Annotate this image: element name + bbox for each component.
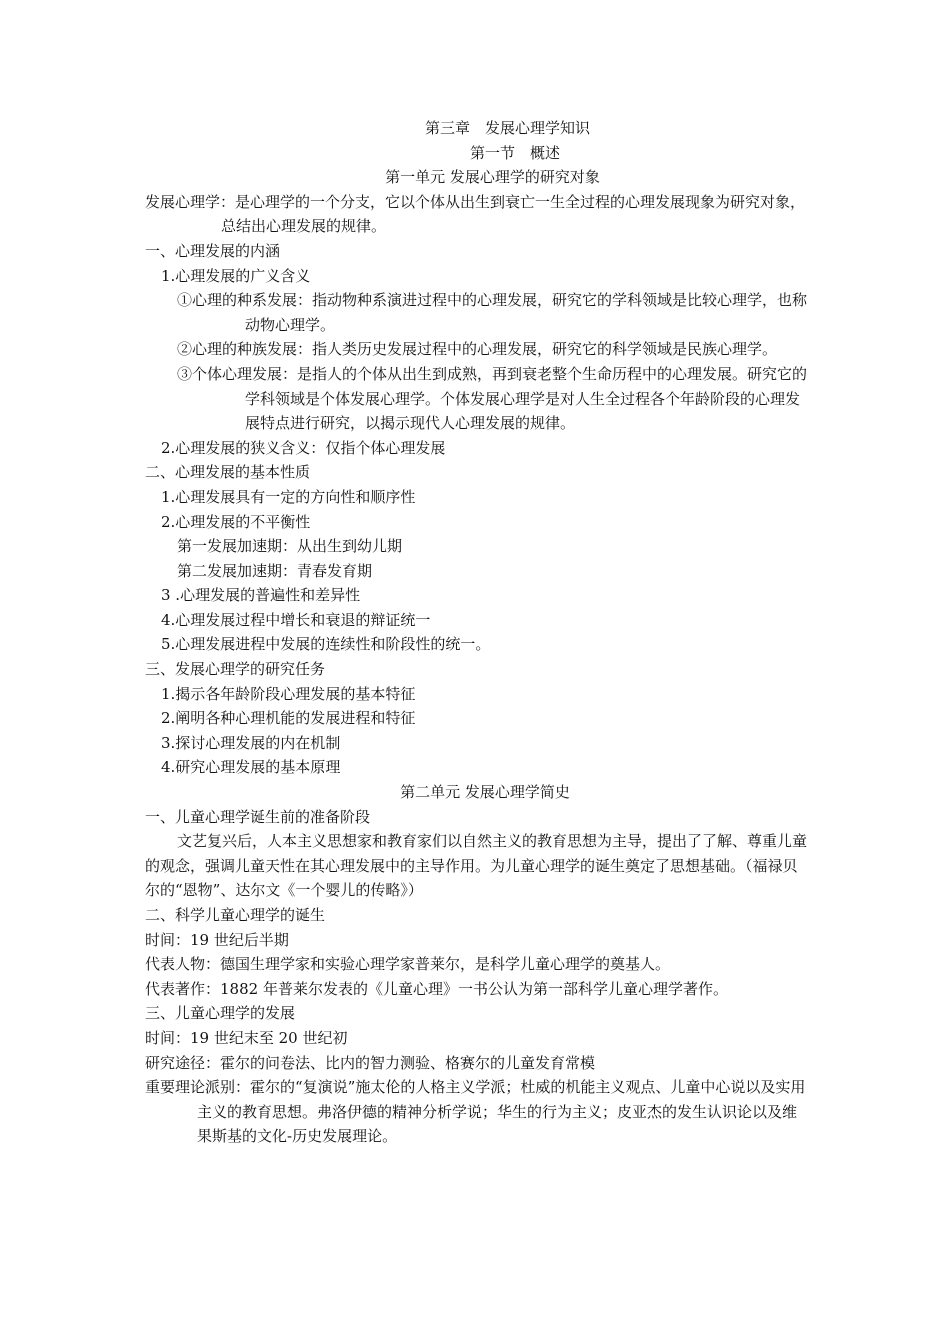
sub-item: 第一发展加速期：从出生到幼儿期 — [177, 537, 403, 556]
history-part1-heading: 一、儿童心理学诞生前的准备阶段 — [145, 807, 371, 826]
part2-heading: 二、心理发展的基本性质 — [145, 463, 311, 482]
unit1-title: 第一单元 发展心理学的研究对象 — [385, 168, 600, 187]
list-item: 4.研究心理发展的基本原理 — [161, 758, 341, 777]
list-item: ②心理的种族发展：指人类历史发展过程中的心理发展，研究它的科学领域是民族心理学。 — [177, 340, 778, 359]
document-content — [145, 116, 810, 1149]
development-time: 时间：19 世纪末至 20 世纪初 — [145, 1028, 348, 1047]
list-item: 2.阐明各种心理机能的发展进程和特征 — [161, 709, 416, 728]
list-item: 5.心理发展进程中发展的连续性和阶段性的统一。 — [161, 635, 491, 654]
unit2-title: 第二单元 发展心理学简史 — [400, 783, 570, 802]
birth-person: 代表人物：德国生理学家和实验心理学家普莱尔，是科学儿童心理学的奠基人。 — [145, 955, 671, 974]
history-part3-heading: 三、儿童心理学的发展 — [145, 1004, 296, 1023]
list-item: 2.心理发展的不平衡性 — [161, 512, 311, 531]
part3-heading: 三、发展心理学的研究任务 — [145, 660, 326, 679]
list-item: 1.揭示各年龄阶段心理发展的基本特征 — [161, 684, 416, 703]
list-item: ①心理的种系发展：指动物种系演进过程中的心理发展，研究它的学科领域是比较心理学，也称动物心理学。 — [177, 291, 808, 334]
chapter-title: 第三章 发展心理学知识 — [424, 119, 590, 137]
definition-paragraph: 发展心理学：是心理学的一个分支，它以个体从出生到衰亡一生全过程的心理发展现象为研究对象，总结出心理发展的规律。 — [145, 192, 806, 236]
list-item: 1.心理发展具有一定的方向性和顺序性 — [161, 487, 416, 506]
section-title: 第一节 概述 — [469, 143, 560, 162]
part1-heading: 一、心理发展的内涵 — [145, 241, 281, 260]
sub-item: 第二发展加速期：青春发育期 — [177, 561, 373, 580]
list-item: 3.探讨心理发展的内在机制 — [161, 733, 341, 752]
narrow-meaning: 2.心理发展的狭义含义：仅指个体心理发展 — [161, 438, 446, 457]
list-item: 4.心理发展过程中增长和衰退的辩证统一 — [161, 610, 431, 629]
development-approach: 研究途径：霍尔的问卷法、比内的智力测验、格赛尔的儿童发育常模 — [145, 1053, 596, 1072]
list-item: ③个体心理发展：是指人的个体从出生到成熟，再到衰老整个生命历程中的心理发展。研究它的学科领域是个体发展心理学。个体发展心理学是对人生全过程各个年龄阶段的心理发展特点进行研究，以揭示现代人心理发展的规律。 — [177, 364, 808, 433]
history-paragraph: 文艺复兴后，人本主义思想家和教育家们以自然主义的教育思想为主导，提出了了解、尊重儿童的观念，强调儿童天性在其心理发展中的主导作用。为儿童心理学的诞生奠定了思想基础。（福禄贝尔的“恩物”、达尔文《一个婴儿的传略》） — [145, 832, 808, 900]
birth-time: 时间：19 世纪后半期 — [145, 930, 289, 949]
broad-meaning: 1.心理发展的广义含义 — [161, 266, 311, 285]
history-part2-heading: 二、科学儿童心理学的诞生 — [145, 906, 326, 924]
development-theories: 重要理论派别：霍尔的“复演说”施太伦的人格主义学派；杜威的机能主义观点、儿童中心说以及实用主义的教育思想。弗洛伊德的精神分析学说；华生的行为主义；皮亚杰的发生认识论以及维果斯基的文化-历史发展理论。 — [145, 1078, 806, 1146]
birth-work: 代表著作：1882 年普莱尔发表的《儿童心理》一书公认为第一部科学儿童心理学著作。 — [145, 979, 728, 998]
list-item: 3 .心理发展的普遍性和差异性 — [161, 586, 361, 605]
